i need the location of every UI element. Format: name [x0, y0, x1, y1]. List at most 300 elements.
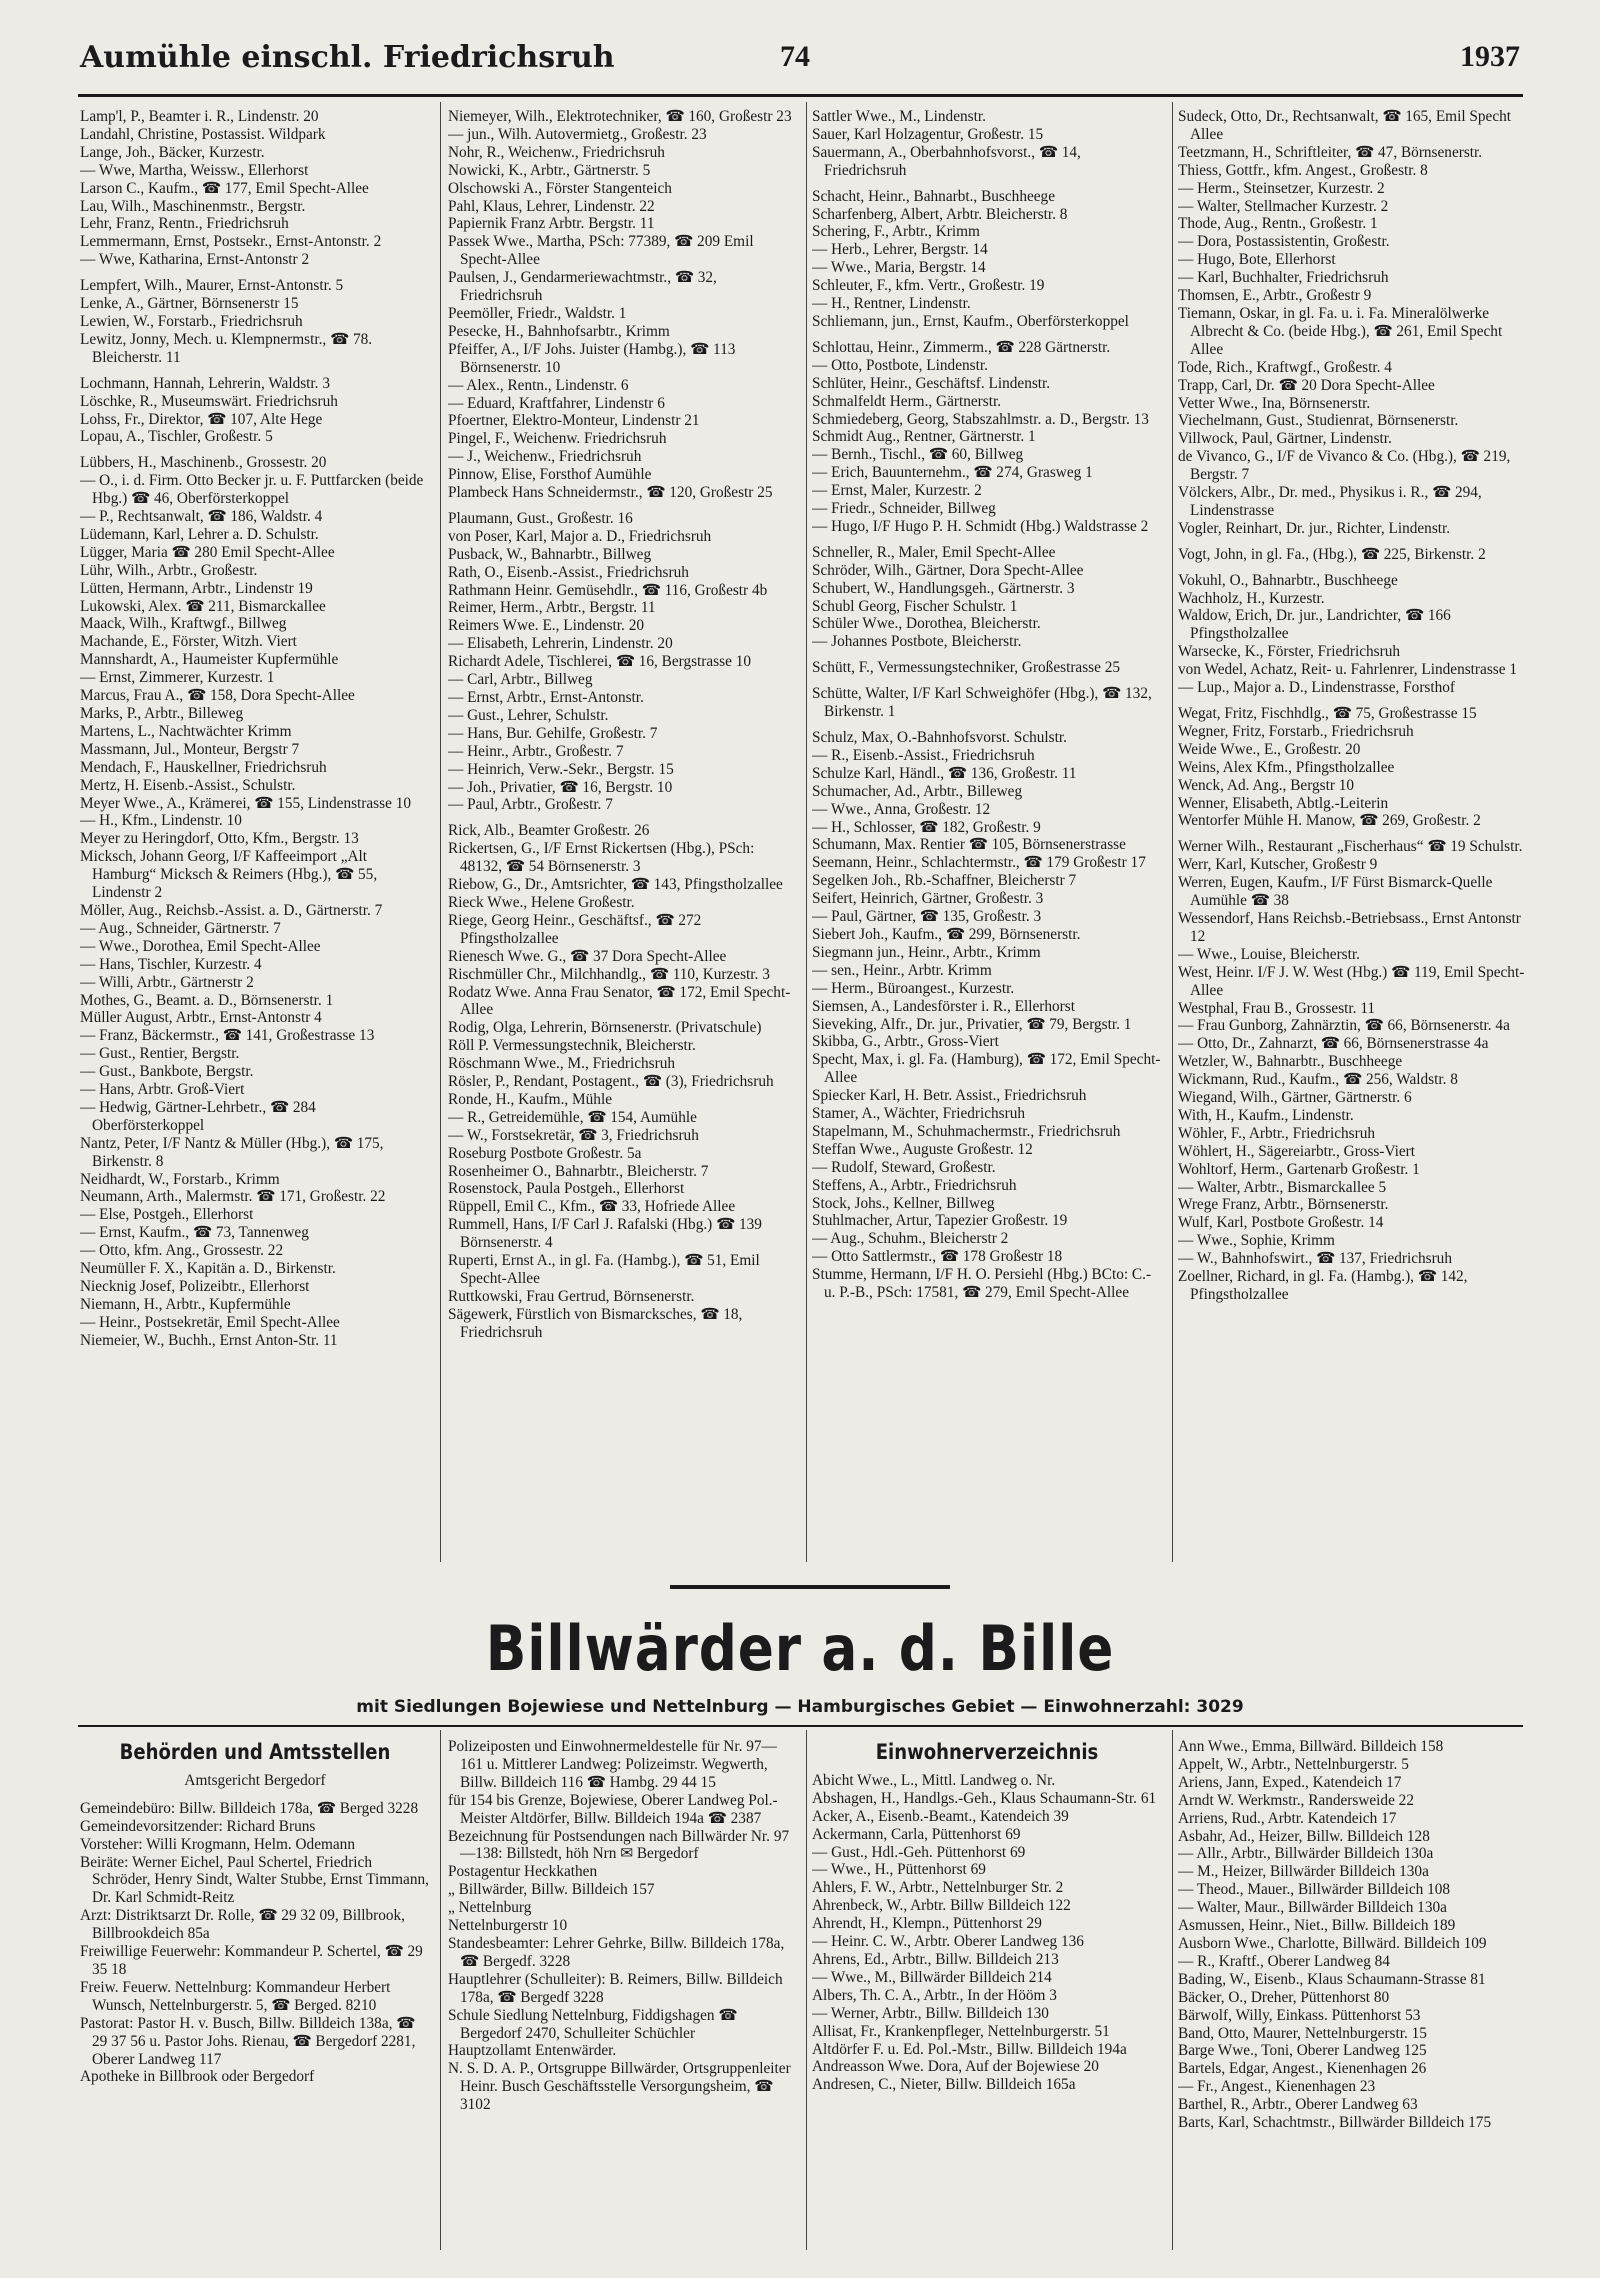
directory-entry: Rosenheimer O., Bahnarbtr., Bleicherstr. 7	[448, 1162, 709, 1180]
directory-entry: Waldow, Erich, Dr. jur., Landrichter, ☎ 166 Pfingstholzallee	[1178, 607, 1451, 643]
directory-entry: Niemann, H., Arbtr., Kupfermühle	[80, 1295, 291, 1313]
column-divider	[806, 1730, 807, 2250]
section-divider	[670, 1585, 950, 1589]
directory-entry: Nantz, Peter, I/F Nantz & Müller (Hbg.), ☎ 175, Birkenstr. 8	[80, 1134, 384, 1170]
directory-entry: Wöhler, F., Arbtr., Friedrichsruh	[1178, 1124, 1375, 1142]
directory-entry: Wachholz, H., Kurzestr.	[1178, 589, 1325, 607]
directory-entry: — Wwe., H., Püttenhorst 69	[812, 1861, 986, 1879]
directory-entry: Lemmermann, Ernst, Postsekr., Ernst-Antonstr. 2	[80, 233, 382, 251]
directory-entry: Ruttkowski, Frau Gertrud, Börnsenerstr.	[448, 1287, 695, 1305]
directory-entry: — Bernh., Tischl., ☎ 60, Billweg	[812, 446, 1024, 464]
directory-entry: Schacht, Heinr., Bahnarbt., Buschheege	[812, 187, 1055, 205]
directory-entry: Pfoertner, Elektro-Monteur, Lindenstr 21	[448, 412, 700, 430]
directory-entry: Reimer, Herm., Arbtr., Bergstr. 11	[448, 599, 656, 617]
directory-entry: — Lup., Major a. D., Lindenstrasse, Forsthof	[1178, 679, 1456, 697]
directory-entry: Ruperti, Ernst A., in gl. Fa. (Hambg.), ☎ 51, Emil Specht-Allee	[448, 1252, 760, 1287]
directory-entry: — Erich, Bauunternehm., ☎ 274, Grasweg 1	[812, 464, 1093, 482]
directory-entry: Schneller, R., Maler, Emil Specht-Allee	[812, 543, 1056, 561]
directory-entry: Polizeiposten und Einwohnermeldestelle für Nr. 97—161 u. Mittlerer Landweg: Polizeimstr. Wegwerth, Billw. Billdeich 116 ☎ Hambg. 29 44 15	[448, 1738, 777, 1791]
directory-entry: Arriens, Rud., Arbtr. Katendeich 17	[1178, 1809, 1397, 1827]
directory-entry: Pinnow, Elise, Forsthof Aumühle	[448, 466, 652, 484]
directory-entry: für 154 bis Grenze, Bojewiese, Oberer Landweg Pol.-Meister Altdörfer, Billw. Billdeich 194a ☎ 2387	[448, 1791, 778, 1827]
column-divider	[1172, 1730, 1173, 2250]
directory-entry: Ann Wwe., Emma, Billwärd. Billdeich 158	[1178, 1738, 1444, 1755]
directory-entry: Wulf, Karl, Postbote Großestr. 14	[1178, 1214, 1384, 1232]
directory-entry: Thode, Aug., Rentn., Großestr. 1	[1178, 215, 1378, 233]
residents-column-2	[1178, 1738, 1528, 2132]
directory-entry: Ahlers, F. W., Arbtr., Nettelnburger Str. 2	[812, 1879, 1064, 1897]
directory-entry	[812, 651, 1162, 659]
directory-entry: Altdörfer F. u. Ed. Pol.-Mstr., Billw. Billdeich 194a	[812, 2040, 1127, 2058]
directory-entry: Pingel, F., Weichenw. Friedrichsruh	[448, 430, 667, 448]
directory-entry: — Werner, Arbtr., Billw. Billdeich 130	[812, 2004, 1049, 2022]
directory-entry: Lüdemann, Karl, Lehrer a. D. Schulstr.	[80, 525, 319, 543]
directory-entry: Lempfert, Wilh., Maurer, Ernst-Antonstr. 5	[80, 277, 344, 295]
directory-entry: Andresen, C., Nieter, Billw. Billdeich 165a	[812, 2076, 1076, 2094]
directory-entry: Schulz, Max, O.-Bahnhofsvorst. Schulstr.	[812, 729, 1067, 746]
directory-entry: Marcus, Frau A., ☎ 158, Dora Specht-Allee	[80, 687, 355, 705]
directory-entry: Pesecke, H., Bahnhofsarbtr., Krimm	[448, 322, 670, 340]
directory-entry: Arzt: Distriktsarzt Dr. Rolle, ☎ 29 32 09, Billbrook, Billbrookdeich 85a	[80, 1907, 405, 1943]
directory-entry: — Else, Postgeh., Ellerhorst	[80, 1206, 254, 1224]
directory-entry: — Johannes Postbote, Bleicherstr.	[812, 633, 1022, 651]
directory-entry: Rath, O., Eisenb.-Assist., Friedrichsruh	[448, 563, 689, 581]
directory-entry: — Ernst, Zimmerer, Kurzestr. 1	[80, 669, 275, 687]
directory-entry: — J., Weichenw., Friedrichsruh	[448, 448, 642, 466]
directory-column-2	[448, 108, 798, 1342]
directory-entry: Barthel, R., Arbtr., Oberer Landweg 63	[1178, 2096, 1418, 2114]
directory-entry	[80, 367, 430, 375]
directory-entry: — Hugo, I/F Hugo P. H. Schmidt (Hbg.) Waldstrasse 2	[812, 517, 1149, 535]
directory-entry: Nowicki, K., Arbtr., Gärtnerstr. 5	[448, 161, 651, 179]
directory-entry: Röschmann Wwe., M., Friedrichsruh	[448, 1055, 676, 1073]
directory-entry: Pastorat: Pastor H. v. Busch, Billw. Billdeich 138a, ☎ 29 37 56 u. Pastor Johs. Rienau, ☎ Bergedorf 2281, Oberer Landweg 117	[80, 2014, 416, 2068]
directory-entry: — Gust., Hdl.-Geh. Püttenhorst 69	[812, 1843, 1026, 1861]
directory-entry: Peemöller, Friedr., Waldstr. 1	[448, 304, 627, 322]
directory-entry: Rienesch Wwe. G., ☎ 37 Dora Specht-Allee	[448, 947, 727, 965]
directory-entry: Roseburg Postbote Großestr. 5a	[448, 1144, 642, 1162]
directory-entry: — P., Rechtsanwalt, ☎ 186, Waldstr. 4	[80, 508, 323, 526]
section-title: Billwärder a. d. Bille	[485, 1612, 1115, 1685]
directory-entry: Warsecke, K., Förster, Friedrichsruh	[1178, 643, 1401, 661]
directory-entry: Stock, Johs., Kellner, Billweg	[812, 1194, 995, 1212]
directory-entry: Marks, P., Arbtr., Billeweg	[80, 705, 244, 722]
directory-entry: — Ernst, Maler, Kurzestr. 2	[812, 482, 982, 500]
directory-entry: Seemann, Heinr., Schlachtermstr., ☎ 179 Großestr 17	[812, 854, 1146, 872]
directory-entry	[80, 269, 430, 277]
directory-entry: — R., Kraftf., Oberer Landweg 84	[1178, 1952, 1390, 1970]
directory-entry: Lewien, W., Forstarb., Friedrichsruh	[80, 312, 303, 330]
directory-entry: Massmann, Jul., Monteur, Bergstr 7	[80, 740, 300, 758]
directory-entry: Schlottau, Heinr., Zimmerm., ☎ 228 Gärtnerstr.	[812, 338, 1111, 356]
directory-entry: — Walter, Maur., Billwärder Billdeich 130a	[1178, 1899, 1447, 1917]
directory-entry: Neidhardt, W., Forstarb., Krimm	[80, 1170, 280, 1188]
directory-entry: Martens, L., Nachtwächter Krimm	[80, 722, 292, 740]
directory-entry: Villwock, Paul, Gärtner, Lindenstr.	[1178, 430, 1392, 448]
directory-entry: Lukowski, Alex. ☎ 211, Bismarckallee	[80, 597, 326, 615]
directory-entry: Schumacher, Ad., Arbtr., Billeweg	[812, 782, 1023, 800]
directory-entry: — Alex., Rentn., Lindenstr. 6	[448, 376, 629, 394]
directory-entry: Schleuter, F., kfm. Vertr., Großestr. 19	[812, 277, 1045, 295]
police-column	[448, 1738, 798, 2114]
directory-entry	[812, 331, 1162, 339]
directory-entry: Schüler Wwe., Dorothea, Bleicherstr.	[812, 615, 1041, 633]
directory-entry: Micksch, Johann Georg, I/F Kaffeeimport „Alt Hamburg“ Micksch & Reimers (Hbg.), ☎ 55, Lindenstr 2	[80, 848, 378, 902]
directory-entry: Scharfenberg, Albert, Arbtr. Bleicherstr. 8	[812, 205, 1068, 223]
directory-entry: Rodig, Olga, Lehrerin, Börnsenerstr. (Privatschule)	[448, 1019, 762, 1037]
directory-entry	[448, 814, 798, 822]
directory-entry: Vorsteher: Willi Krogmann, Helm. Odemann	[80, 1835, 355, 1853]
directory-entry: Bäcker, O., Dreher, Püttenhorst 80	[1178, 1988, 1390, 2006]
directory-entry	[80, 446, 430, 454]
directory-entry: de Vivanco, G., I/F de Vivanco & Co. (Hbg.), ☎ 219, Bergstr. 7	[1178, 448, 1511, 484]
directory-entry: — Hans, Tischler, Kurzestr. 4	[80, 955, 262, 973]
directory-entry: Specht, Max, i. gl. Fa. (Hamburg), ☎ 172, Emil Specht-Allee	[812, 1051, 1161, 1087]
directory-entry: Röll P. Vermessungstechnik, Bleicherstr.	[448, 1037, 696, 1055]
directory-entry: — Hedwig, Gärtner-Lehrbetr., ☎ 284 Oberförsterkoppel	[80, 1098, 316, 1134]
directory-entry: — M., Heizer, Billwärder Billdeich 130a	[1178, 1863, 1429, 1881]
directory-entry: — H., Schlosser, ☎ 182, Großestr. 9	[812, 818, 1041, 836]
directory-entry: Bading, W., Eisenb., Klaus Schaumann-Strasse 81	[1178, 1970, 1486, 1988]
directory-entry: Schröder, Wilh., Gärtner, Dora Specht-Allee	[812, 561, 1084, 579]
directory-entry: Papiernik Franz Arbtr. Bergstr. 11	[448, 215, 655, 233]
directory-entry: Rischmüller Chr., Milchhandlg., ☎ 110, Kurzestr. 3	[448, 965, 770, 983]
directory-entry: Plambeck Hans Schneidermstr., ☎ 120, Großestr 25	[448, 484, 773, 502]
residents-list-b	[1178, 1738, 1528, 2132]
directory-entry: — sen., Heinr., Arbtr. Krimm	[812, 961, 992, 979]
directory-entry: — Hans, Bur. Gehilfe, Großestr. 7	[448, 724, 658, 742]
directory-entry: Vogt, John, in gl. Fa., (Hbg.), ☎ 225, Birkenstr. 2	[1178, 545, 1486, 563]
directory-entry: Ahrenbeck, W., Arbtr. Billw Billdeich 122	[812, 1897, 1071, 1915]
directory-entry: Rosenstock, Paula Postgeh., Ellerhorst	[448, 1180, 685, 1198]
directory-entry: Rathmann Heinr. Gemüsehdlr., ☎ 116, Großestr 4b	[448, 581, 768, 599]
directory-entry: Sauer, Karl Holzagentur, Großestr. 15	[812, 125, 1044, 143]
directory-entry: Mothes, G., Beamt. a. D., Börnsenerstr. 1	[80, 991, 334, 1009]
directory-entry: Freiwillige Feuerwehr: Kommandeur P. Schertel, ☎ 29 35 18	[80, 1943, 423, 1978]
directory-entry: — Heinr., Postsekretär, Emil Specht-Allee	[80, 1313, 340, 1331]
directory-entry: — Wwe., Maria, Bergstr. 14	[812, 259, 986, 277]
directory-entry: Asbahr, Ad., Heizer, Billw. Billdeich 128	[1178, 1827, 1430, 1845]
directory-entry: Wrege Franz, Arbtr., Börnsenerstr.	[1178, 1196, 1389, 1214]
directory-entry: Landahl, Christine, Postassist. Wildpark	[80, 125, 326, 143]
directory-entry	[1178, 830, 1528, 838]
authorities-subheading: Amtsgericht Bergedorf	[184, 1771, 326, 1789]
directory-entry: — Hans, Arbtr. Groß-Viert	[80, 1081, 245, 1099]
directory-entry: Tode, Rich., Kraftwgf., Großestr. 4	[1178, 358, 1392, 376]
directory-entry: Pfeiffer, A., I/F Johs. Juister (Hambg.), ☎ 113 Börnsenerstr. 10	[448, 340, 736, 376]
directory-entry: Schütte, Walter, I/F Karl Schweighöfer (Hbg.), ☎ 132, Birkenstr. 1	[812, 685, 1152, 721]
directory-entry: — Wwe, Martha, Weissw., Ellerhorst	[80, 161, 309, 179]
directory-entry: Barts, Karl, Schachtmstr., Billwärder Billdeich 175	[1178, 2114, 1492, 2132]
directory-entry: Sägewerk, Fürstlich von Bismarcksches, ☎ 18, Friedrichsruh	[448, 1305, 743, 1341]
directory-entry: Pusback, W., Bahnarbtr., Billweg	[448, 545, 652, 563]
directory-entry: — Paul, Gärtner, ☎ 135, Großestr. 3	[812, 908, 1042, 926]
directory-entry: Lenke, A., Gärtner, Börnsenerstr 15	[80, 295, 299, 313]
directory-entry: Werner Wilh., Restaurant „Fischerhaus“ ☎ 19 Schulstr.	[1178, 838, 1523, 856]
directory-entry: — Gust., Lehrer, Schulstr.	[448, 706, 609, 724]
directory-entry: Barge Wwe., Toni, Oberer Landweg 125	[1178, 2042, 1427, 2060]
directory-entry: Schering, F., Arbtr., Krimm	[812, 223, 980, 241]
column-divider	[440, 1730, 441, 2250]
directory-entry: Westphal, Frau B., Grossestr. 11	[1178, 999, 1376, 1017]
directory-entry: — R., Getreidemühle, ☎ 154, Aumühle	[448, 1108, 697, 1126]
directory-entry: Lau, Wilh., Maschinenmstr., Bergstr.	[80, 197, 306, 215]
directory-entry: — W., Forstsekretär, ☎ 3, Friedrichsruh	[448, 1126, 699, 1144]
directory-column-3	[812, 108, 1162, 1302]
directory-entry: Weide Wwe., E., Großestr. 20	[1178, 740, 1361, 758]
directory-entry: — W., Bahnhofswirt., ☎ 137, Friedrichsruh	[1178, 1250, 1452, 1268]
directory-entry: Allisat, Fr., Krankenpfleger, Nettelnburgerstr. 51	[812, 2022, 1110, 2040]
directory-entry: Lochmann, Hannah, Lehrerin, Waldstr. 3	[80, 374, 330, 392]
directory-entry: — Wwe., Dorothea, Emil Specht-Allee	[80, 937, 321, 955]
directory-entry: Schubl Georg, Fischer Schulstr. 1	[812, 597, 1018, 615]
directory-entry: Stumme, Hermann, I/F H. O. Persiehl (Hbg.) BCto: C.-u. P.-B., PSch: 17581, ☎ 279, Emil Specht-Allee	[812, 1266, 1152, 1302]
directory-entry: Hauptlehrer (Schulleiter): B. Reimers, Billw. Billdeich 178a, ☎ Bergedf 3228	[448, 1970, 783, 2006]
directory-entry: Nohr, R., Weichenw., Friedrichsruh	[448, 143, 665, 161]
directory-entry: Lohss, Fr., Direktor, ☎ 107, Alte Hege	[80, 410, 323, 428]
directory-entry: N. S. D. A. P., Ortsgruppe Billwärder, Ortsgruppenleiter Heinr. Busch Geschäftsstelle Versorgungsheim, ☎ 3102	[448, 2060, 791, 2114]
directory-entry: Ahrens, Ed., Arbtr., Billw. Billdeich 213	[812, 1950, 1059, 1968]
directory-entry: Trapp, Carl, Dr. ☎ 20 Dora Specht-Allee	[1178, 376, 1435, 394]
directory-entry: Larson C., Kaufm., ☎ 177, Emil Specht-Allee	[80, 179, 369, 197]
directory-entry	[812, 536, 1162, 544]
directory-entry: Riebow, G., Dr., Amtsrichter, ☎ 143, Pfingstholzallee	[448, 876, 783, 894]
directory-entry: Mannshardt, A., Haumeister Kupfermühle	[80, 651, 339, 669]
directory-entry: Lehr, Franz, Rentn., Friedrichsruh	[80, 215, 289, 233]
section-rule	[78, 1725, 1523, 1727]
directory-entry: Siegmann jun., Heinr., Arbtr., Krimm	[812, 943, 1041, 961]
directory-entry: Weins, Alex Kfm., Pfingstholzallee	[1178, 758, 1395, 776]
directory-entry: — Franz, Bäckermstr., ☎ 141, Großestrasse 13	[80, 1027, 375, 1045]
directory-entry: Zoellner, Richard, in gl. Fa. (Hambg.), ☎ 142, Pfingstholzallee	[1178, 1268, 1468, 1303]
running-head-place: Aumühle einschl. Friedrichsruh	[80, 40, 615, 75]
directory-entry: Nettelnburgerstr 10	[448, 1917, 568, 1935]
directory-entry: Wöhlert, H., Sägereiarbtr., Gross-Viert	[1178, 1142, 1415, 1160]
directory-entry: Schulze Karl, Händl., ☎ 136, Großestr. 11	[812, 764, 1077, 782]
directory-entry: Ackermann, Carla, Püttenhorst 69	[812, 1825, 1021, 1843]
directory-entry: — Heinrich, Verw.-Sekr., Bergstr. 15	[448, 760, 674, 778]
directory-entry: Wenck, Ad. Ang., Bergstr 10	[1178, 776, 1355, 794]
directory-entry: Mendach, F., Hauskellner, Friedrichsruh	[80, 758, 327, 776]
directory-entry: Standesbeamter: Lehrer Gehrke, Billw. Billdeich 178a, ☎ Bergedf. 3228	[448, 1934, 785, 1970]
directory-entry: — Wwe., M., Billwärder Billdeich 214	[812, 1968, 1052, 1986]
directory-entry: Bartels, Edgar, Angest., Kienenhagen 26	[1178, 2060, 1427, 2078]
directory-entry: — Ernst, Kaufm., ☎ 73, Tannenweg	[80, 1224, 309, 1242]
directory-entry: — Herm., Steinsetzer, Kurzestr. 2	[1178, 179, 1385, 197]
directory-entry	[1178, 564, 1528, 572]
directory-entry: Rickertsen, G., I/F Ernst Rickertsen (Hbg.), PSch: 48132, ☎ 54 Börnsenerstr. 3	[448, 840, 755, 876]
directory-entry: Schliemann, jun., Ernst, Kaufm., Oberförsterkoppel	[812, 312, 1129, 330]
directory-entry: — Gust., Rentier, Bergstr.	[80, 1045, 240, 1063]
directory-entry	[1178, 538, 1528, 546]
directory-entry: Sauermann, A., Oberbahnhofsvorst., ☎ 14, Friedrichsruh	[812, 143, 1081, 179]
directory-entry: — Otto Sattlermstr., ☎ 178 Großestr 18	[812, 1248, 1063, 1266]
directory-entry: — Frau Gunborg, Zahnärztin, ☎ 66, Börnsenerstr. 4a	[1178, 1017, 1510, 1035]
directory-entry: Völckers, Albr., Dr. med., Physikus i. R., ☎ 294, Lindenstrasse	[1178, 484, 1482, 519]
directory-entry: Wickmann, Rud., Kaufm., ☎ 256, Waldstr. 8	[1178, 1071, 1458, 1089]
directory-entry: Niecknig Josef, Polizeibtr., Ellerhorst	[80, 1278, 310, 1295]
directory-entry: Lütten, Hermann, Arbtr., Lindenstr 19	[80, 579, 313, 597]
directory-entry: Schmidt Aug., Rentner, Gärtnerstr. 1	[812, 428, 1036, 446]
directory-entry: Steffan Wwe., Auguste Großestr. 12	[812, 1140, 1033, 1158]
directory-entry: — Aug., Schneider, Gärtnerstr. 7	[80, 919, 281, 937]
directory-entry: Plaumann, Gust., Großestr. 16	[448, 509, 633, 527]
directory-entry: — Walter, Arbtr., Bismarckallee 5	[1178, 1178, 1387, 1196]
directory-entry: — Elisabeth, Lehrerin, Lindenstr. 20	[448, 635, 673, 653]
directory-entry: Albers, Th. C. A., Arbtr., In der Hööm 3	[812, 1986, 1057, 2004]
directory-entry: Wiegand, Wilh., Gärtner, Gärtnerstr. 6	[1178, 1089, 1412, 1107]
residents-list-a	[812, 1772, 1162, 2094]
directory-entry: von Poser, Karl, Major a. D., Friedrichsruh	[448, 527, 712, 545]
directory-entry: Tiemann, Oskar, in gl. Fa. u. i. Fa. Mineralölwerke Albrecht & Co. (beide Hbg.), ☎ 261, Emil Specht Allee	[1178, 304, 1503, 358]
directory-entry: Olschowski A., Förster Stangenteich	[448, 179, 672, 197]
directory-entry: Vokuhl, O., Bahnarbtr., Buschheege	[1178, 571, 1398, 589]
directory-entry: Wegat, Fritz, Fischhdlg., ☎ 75, Großestrasse 15	[1178, 705, 1477, 722]
directory-entry: Spiecker Karl, H. Betr. Assist., Friedrichsruh	[812, 1087, 1087, 1105]
directory-entry: Lübbers, H., Maschinenb., Grossestr. 20	[80, 454, 327, 472]
directory-entry: Wenner, Elisabeth, Abtlg.-Leiterin	[1178, 794, 1389, 812]
directory-entry: Pahl, Klaus, Lehrer, Lindenstr. 22	[448, 197, 655, 215]
directory-entry: Niemeyer, Wilh., Elektrotechniker, ☎ 160, Großestr 23	[448, 108, 792, 125]
page-number: 74	[780, 40, 810, 73]
directory-entry: — Eduard, Kraftfahrer, Lindenstr 6	[448, 394, 665, 412]
directory-entry: Schütt, F., Vermessungstechniker, Großestrasse 25	[812, 659, 1121, 677]
directory-entry: Werr, Karl, Kutscher, Großestr 9	[1178, 856, 1378, 874]
running-head	[80, 40, 1520, 90]
directory-entry: von Wedel, Achatz, Reit- u. Fahrlenrer, Lindenstrasse 1	[1178, 661, 1517, 679]
directory-entry: Sudeck, Otto, Dr., Rechtsanwalt, ☎ 165, Emil Specht Allee	[1178, 108, 1512, 143]
directory-entry: — Heinr. C. W., Arbtr. Oberer Landweg 136	[812, 1933, 1084, 1951]
column-divider	[806, 102, 807, 1562]
directory-entry: Bezeichnung für Postsendungen nach Billwärder Nr. 97—138: Billstedt, höh Nrn ✉ Bergedorf	[448, 1827, 790, 1863]
directory-entry: — Paul, Arbtr., Großestr. 7	[448, 796, 613, 814]
directory-entry: — Theod., Mauer., Billwärder Billdeich 108	[1178, 1881, 1451, 1899]
directory-entry: Siebert Joh., Kaufm., ☎ 299, Börnsenerstr.	[812, 925, 1081, 943]
directory-entry	[1178, 697, 1528, 705]
directory-entry: Schlüter, Heinr., Geschäftsf. Lindenstr.	[812, 374, 1051, 392]
directory-entry: Apotheke in Billbrook oder Bergedorf	[80, 2068, 315, 2086]
directory-entry: — Aug., Schuhm., Bleicherstr 2	[812, 1230, 1009, 1248]
directory-entry: — R., Eisenb.-Assist., Friedrichsruh	[812, 746, 1035, 764]
directory-entry: Müller August, Arbtr., Ernst-Antonstr 4	[80, 1009, 322, 1027]
directory-entry: Stamer, A., Wächter, Friedrichsruh	[812, 1105, 1026, 1123]
directory-entry: Meyer Wwe., A., Krämerei, ☎ 155, Lindenstrasse 10	[80, 794, 411, 812]
directory-entry: Maack, Wilh., Kraftwgf., Billweg	[80, 615, 287, 633]
authorities-list	[80, 1800, 430, 2087]
directory-entry: Lange, Joh., Bäcker, Kurzestr.	[80, 143, 265, 161]
directory-entry	[812, 721, 1162, 729]
directory-entry: Hauptzollamt Entenwärder.	[448, 2042, 617, 2060]
directory-entry: Schumann, Max. Rentier ☎ 105, Börnsenerstrasse	[812, 836, 1126, 854]
directory-entry: Ronde, H., Kaufm., Mühle	[448, 1090, 612, 1108]
directory-entry: — Heinr., Arbtr., Großestr. 7	[448, 742, 624, 760]
section-subtitle: mit Siedlungen Bojewiese und Nettelnburg — Hamburgisches Gebiet — Einwohnerzahl: 3029	[356, 1697, 1244, 1717]
directory-entry: Lopau, A., Tischler, Großestr. 5	[80, 428, 273, 446]
directory-entry: Wentorfer Mühle H. Manow, ☎ 269, Großestr. 2	[1178, 812, 1481, 830]
directory-entry: Steffens, A., Arbtr., Friedrichsruh	[812, 1176, 1017, 1194]
directory-entry: Seifert, Heinrich, Gärtner, Großestr. 3	[812, 890, 1044, 908]
directory-entry: Rieck Wwe., Helene Großestr.	[448, 893, 635, 911]
directory-entry: Schmiedeberg, Georg, Stabszahlmstr. a. D., Bergstr. 13	[812, 410, 1149, 428]
directory-entry: — Otto, Postbote, Lindenstr.	[812, 356, 988, 374]
police-list	[448, 1738, 798, 2114]
directory-entry	[812, 677, 1162, 685]
directory-entry: With, H., Kaufm., Lindenstr.	[1178, 1106, 1354, 1124]
directory-entry: Wetzler, W., Bahnarbtr., Buschheege	[1178, 1053, 1403, 1071]
column-divider	[1172, 102, 1173, 1562]
directory-entry: Stapelmann, M., Schuhmachermstr., Friedrichsruh	[812, 1122, 1121, 1140]
directory-entry: Segelken Joh., Rb.-Schaffner, Bleicherstr 7	[812, 872, 1077, 890]
directory-entry: Meyer zu Heringdorf, Otto, Kfm., Bergstr. 13	[80, 830, 359, 848]
directory-entry: Riege, Georg Heinr., Geschäftsf., ☎ 272 Pfingstholzallee	[448, 911, 702, 947]
directory-entry: Rösler, P., Rendant, Postagent., ☎ (3), Friedrichsruh	[448, 1073, 774, 1091]
authorities-column	[80, 1738, 430, 2086]
directory-entry: — Herb., Lehrer, Bergstr. 14	[812, 241, 988, 259]
directory-entry: — Karl, Buchhalter, Friedrichsruh	[1178, 269, 1389, 287]
directory-entry: Bärwolf, Willy, Einkass. Püttenhorst 53	[1178, 2006, 1421, 2024]
directory-entry	[812, 180, 1162, 188]
directory-entry: Reimers Wwe. E., Lindenstr. 20	[448, 617, 644, 635]
directory-entry: — Carl, Arbtr., Billweg	[448, 671, 593, 689]
directory-entry: Ariens, Jann, Exped., Katendeich 17	[1178, 1773, 1402, 1791]
directory-entry: Lügger, Maria ☎ 280 Emil Specht-Allee	[80, 543, 335, 561]
column-divider	[440, 102, 441, 1562]
directory-entry: Rüppell, Emil C., Kfm., ☎ 33, Hofriede Allee	[448, 1198, 736, 1216]
directory-entry: Rummell, Hans, I/F Carl J. Rafalski (Hbg.) ☎ 139 Börnsenerstr. 4	[448, 1216, 762, 1252]
directory-entry: — Ernst, Arbtr., Ernst-Antonstr.	[448, 689, 644, 706]
directory-entry: Vogler, Reinhart, Dr. jur., Richter, Lindenstr.	[1178, 519, 1451, 537]
directory-entry: Wegner, Fritz, Forstarb., Friedrichsruh	[1178, 722, 1414, 740]
directory-entry: — Dora, Postassistentin, Großestr.	[1178, 233, 1390, 251]
directory-entry: Neumann, Arth., Malermstr. ☎ 171, Großestr. 22	[80, 1188, 386, 1206]
directory-entry: Acker, A., Eisenb.-Beamt., Katendeich 39	[812, 1807, 1069, 1825]
directory-entry: Abicht Wwe., L., Mittl. Landweg o. Nr.	[812, 1771, 1056, 1789]
directory-entry: — Wwe., Louise, Bleicherstr.	[1178, 945, 1360, 963]
directory-entry: Werren, Eugen, Kaufm., I/F Fürst Bismarck-Quelle Aumühle ☎ 38	[1178, 874, 1493, 910]
directory-entry: Passek Wwe., Martha, PSch: 77389, ☎ 209 Emil Specht-Allee	[448, 233, 754, 269]
directory-entry: Gemeindebüro: Billw. Billdeich 178a, ☎ Berged 3228	[80, 1799, 419, 1817]
directory-entry: Thomsen, E., Arbtr., Großestr 9	[1178, 287, 1372, 305]
directory-entry: — Rudolf, Steward, Großestr.	[812, 1158, 996, 1176]
directory-entry: — Walter, Stellmacher Kurzestr. 2	[1178, 197, 1389, 215]
directory-column-4	[1178, 108, 1528, 1304]
residents-column-1	[812, 1738, 1162, 2094]
directory-entry: Asmussen, Heinr., Niet., Billw. Billdeich 189	[1178, 1917, 1456, 1935]
directory-entry: Skibba, G., Arbtr., Gross-Viert	[812, 1033, 999, 1051]
residents-heading: Einwohnerverzeichnis	[875, 1740, 1099, 1764]
directory-entry: — Wwe., Anna, Großestr. 12	[812, 800, 991, 818]
directory-entry: Stuhlmacher, Artur, Tapezier Großestr. 19	[812, 1212, 1068, 1230]
directory-entry: Löschke, R., Museumswärt. Friedrichsruh	[80, 392, 338, 410]
directory-entry: — Allr., Arbtr., Billwärder Billdeich 130a	[1178, 1845, 1434, 1863]
directory-entry: Postagentur Heckkathen	[448, 1863, 598, 1881]
directory-entry: „ Nettelnburg	[448, 1899, 532, 1917]
header-rule	[78, 94, 1523, 97]
year-label: 1937	[1460, 40, 1520, 73]
directory-entry: Lewitz, Jonny, Mech. u. Klempnermstr., ☎ 78. Bleicherstr. 11	[80, 330, 373, 366]
directory-entry: Band, Otto, Maurer, Nettelnburgerstr. 15	[1178, 2024, 1427, 2042]
directory-entry: West, Heinr. I/F J. W. West (Hbg.) ☎ 119, Emil Specht-Allee	[1178, 963, 1525, 999]
directory-entry: — Joh., Privatier, ☎ 16, Bergstr. 10	[448, 778, 673, 796]
directory-entry: Möller, Aug., Reichsb.-Assist. a. D., Gärtnerstr. 7	[80, 901, 383, 919]
directory-entry: Rick, Alb., Beamter Großestr. 26	[448, 822, 650, 840]
directory-entry: Neumüller F. X., Kapitän a. D., Birkenstr.	[80, 1260, 336, 1278]
directory-entry: — O., i. d. Firm. Otto Becker jr. u. F. Puttfarcken (beide Hbg.) ☎ 46, Oberförsterkoppel	[80, 472, 424, 508]
directory-entry: Freiw. Feuerw. Nettelnburg: Kommandeur Herbert Wunsch, Nettelnburgerstr. 5, ☎ Berged. 8210	[80, 1978, 391, 2014]
directory-entry: Lühr, Wilh., Arbtr., Großestr.	[80, 561, 258, 579]
directory-entry: Viechelmann, Gust., Studienrat, Börnsenerstr.	[1178, 412, 1459, 430]
directory-entry: Abshagen, H., Handlgs.-Geh., Klaus Schaumann-Str. 61	[812, 1789, 1157, 1807]
